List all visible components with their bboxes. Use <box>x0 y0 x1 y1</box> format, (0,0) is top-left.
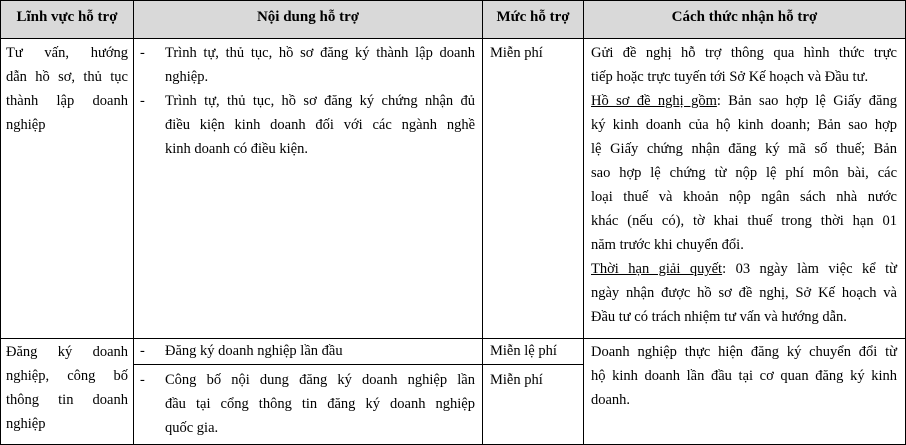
row1-field: Tư vấn, hướng dẫn hồ sơ, thủ tục thành lập doanh nghiệp <box>6 45 128 133</box>
row2-field: Đăng ký doanh nghiệp, công bố thông tin doanh nghiệp <box>6 344 128 432</box>
docs-label: Hồ sơ đề nghị gồm <box>591 93 717 109</box>
deadline-label: Thời hạn giải quyết <box>591 261 723 277</box>
docs-line: Hồ sơ đề nghị gồm: Bản sao hợp lệ Giấy đăng <box>591 93 897 109</box>
bullet-dash: - <box>140 343 145 359</box>
row2-content-item-2: Công bố nội dung đăng ký doanh nghiệp lần đầu tại cổng thông tin đăng ký doanh nghiệp quốc gia. <box>165 372 475 436</box>
header-field: Lĩnh vực hỗ trợ <box>16 9 118 25</box>
header-method: Cách thức nhận hỗ trợ <box>671 9 818 25</box>
row1-method: Gửi đề nghị hỗ trợ thông qua hình thức trực tiếp hoặc trực tuyến tới Sở Kế hoạch và Đầu tư. Hồ sơ đề nghị gồm: Bản sao hợp lệ Giấy đăng ký kinh doanh của hộ kinh doanh; Bản sao hợp lệ Giấy chứng nhận đăng ký mã số thuế; Bản sao hợp lệ chứng từ nộp lệ phí môn bài, các loại thuế và khoản nộp ngân sách nhà nước khác (nếu có), tờ khai thuế trong thời hạn 01 năm trước khi chuyển đổi. Thời hạn giải quyết: 03 ngày làm việc kể từ ngày nhận được hồ sơ đề nghị, Sở Kế hoạch và Đầu tư có trách nhiệm tư vấn và hướng dẫn. <box>591 45 897 325</box>
bullet-dash: - <box>140 93 145 109</box>
row2-level-1: Miễn lệ phí <box>490 343 557 359</box>
row2-method: Doanh nghiệp thực hiện đăng ký chuyển đổi từ hộ kinh doanh lần đầu tại cơ quan đăng ký kinh doanh. <box>591 344 897 408</box>
row2-level-2: Miễn phí <box>490 372 543 388</box>
row1-level: Miễn phí <box>490 45 543 61</box>
bullet-dash: - <box>140 372 145 388</box>
row1-content-item-2: Trình tự, thủ tục, hồ sơ đăng ký chứng nhận đủ điều kiện kinh doanh đối với các ngành nghề kinh doanh có điều kiện. <box>165 93 475 157</box>
header-content: Nội dung hỗ trợ <box>256 9 360 25</box>
row2-content-item-1: Đăng ký doanh nghiệp lần đầu <box>165 343 343 359</box>
row1-content-item-1: Trình tự, thủ tục, hồ sơ đăng ký thành lập doanh nghiệp. <box>165 45 475 85</box>
bullet-dash: - <box>140 45 145 61</box>
header-level: Mức hỗ trợ <box>496 9 570 25</box>
deadline-line: Thời hạn giải quyết: 03 ngày làm việc kể từ <box>591 261 897 277</box>
